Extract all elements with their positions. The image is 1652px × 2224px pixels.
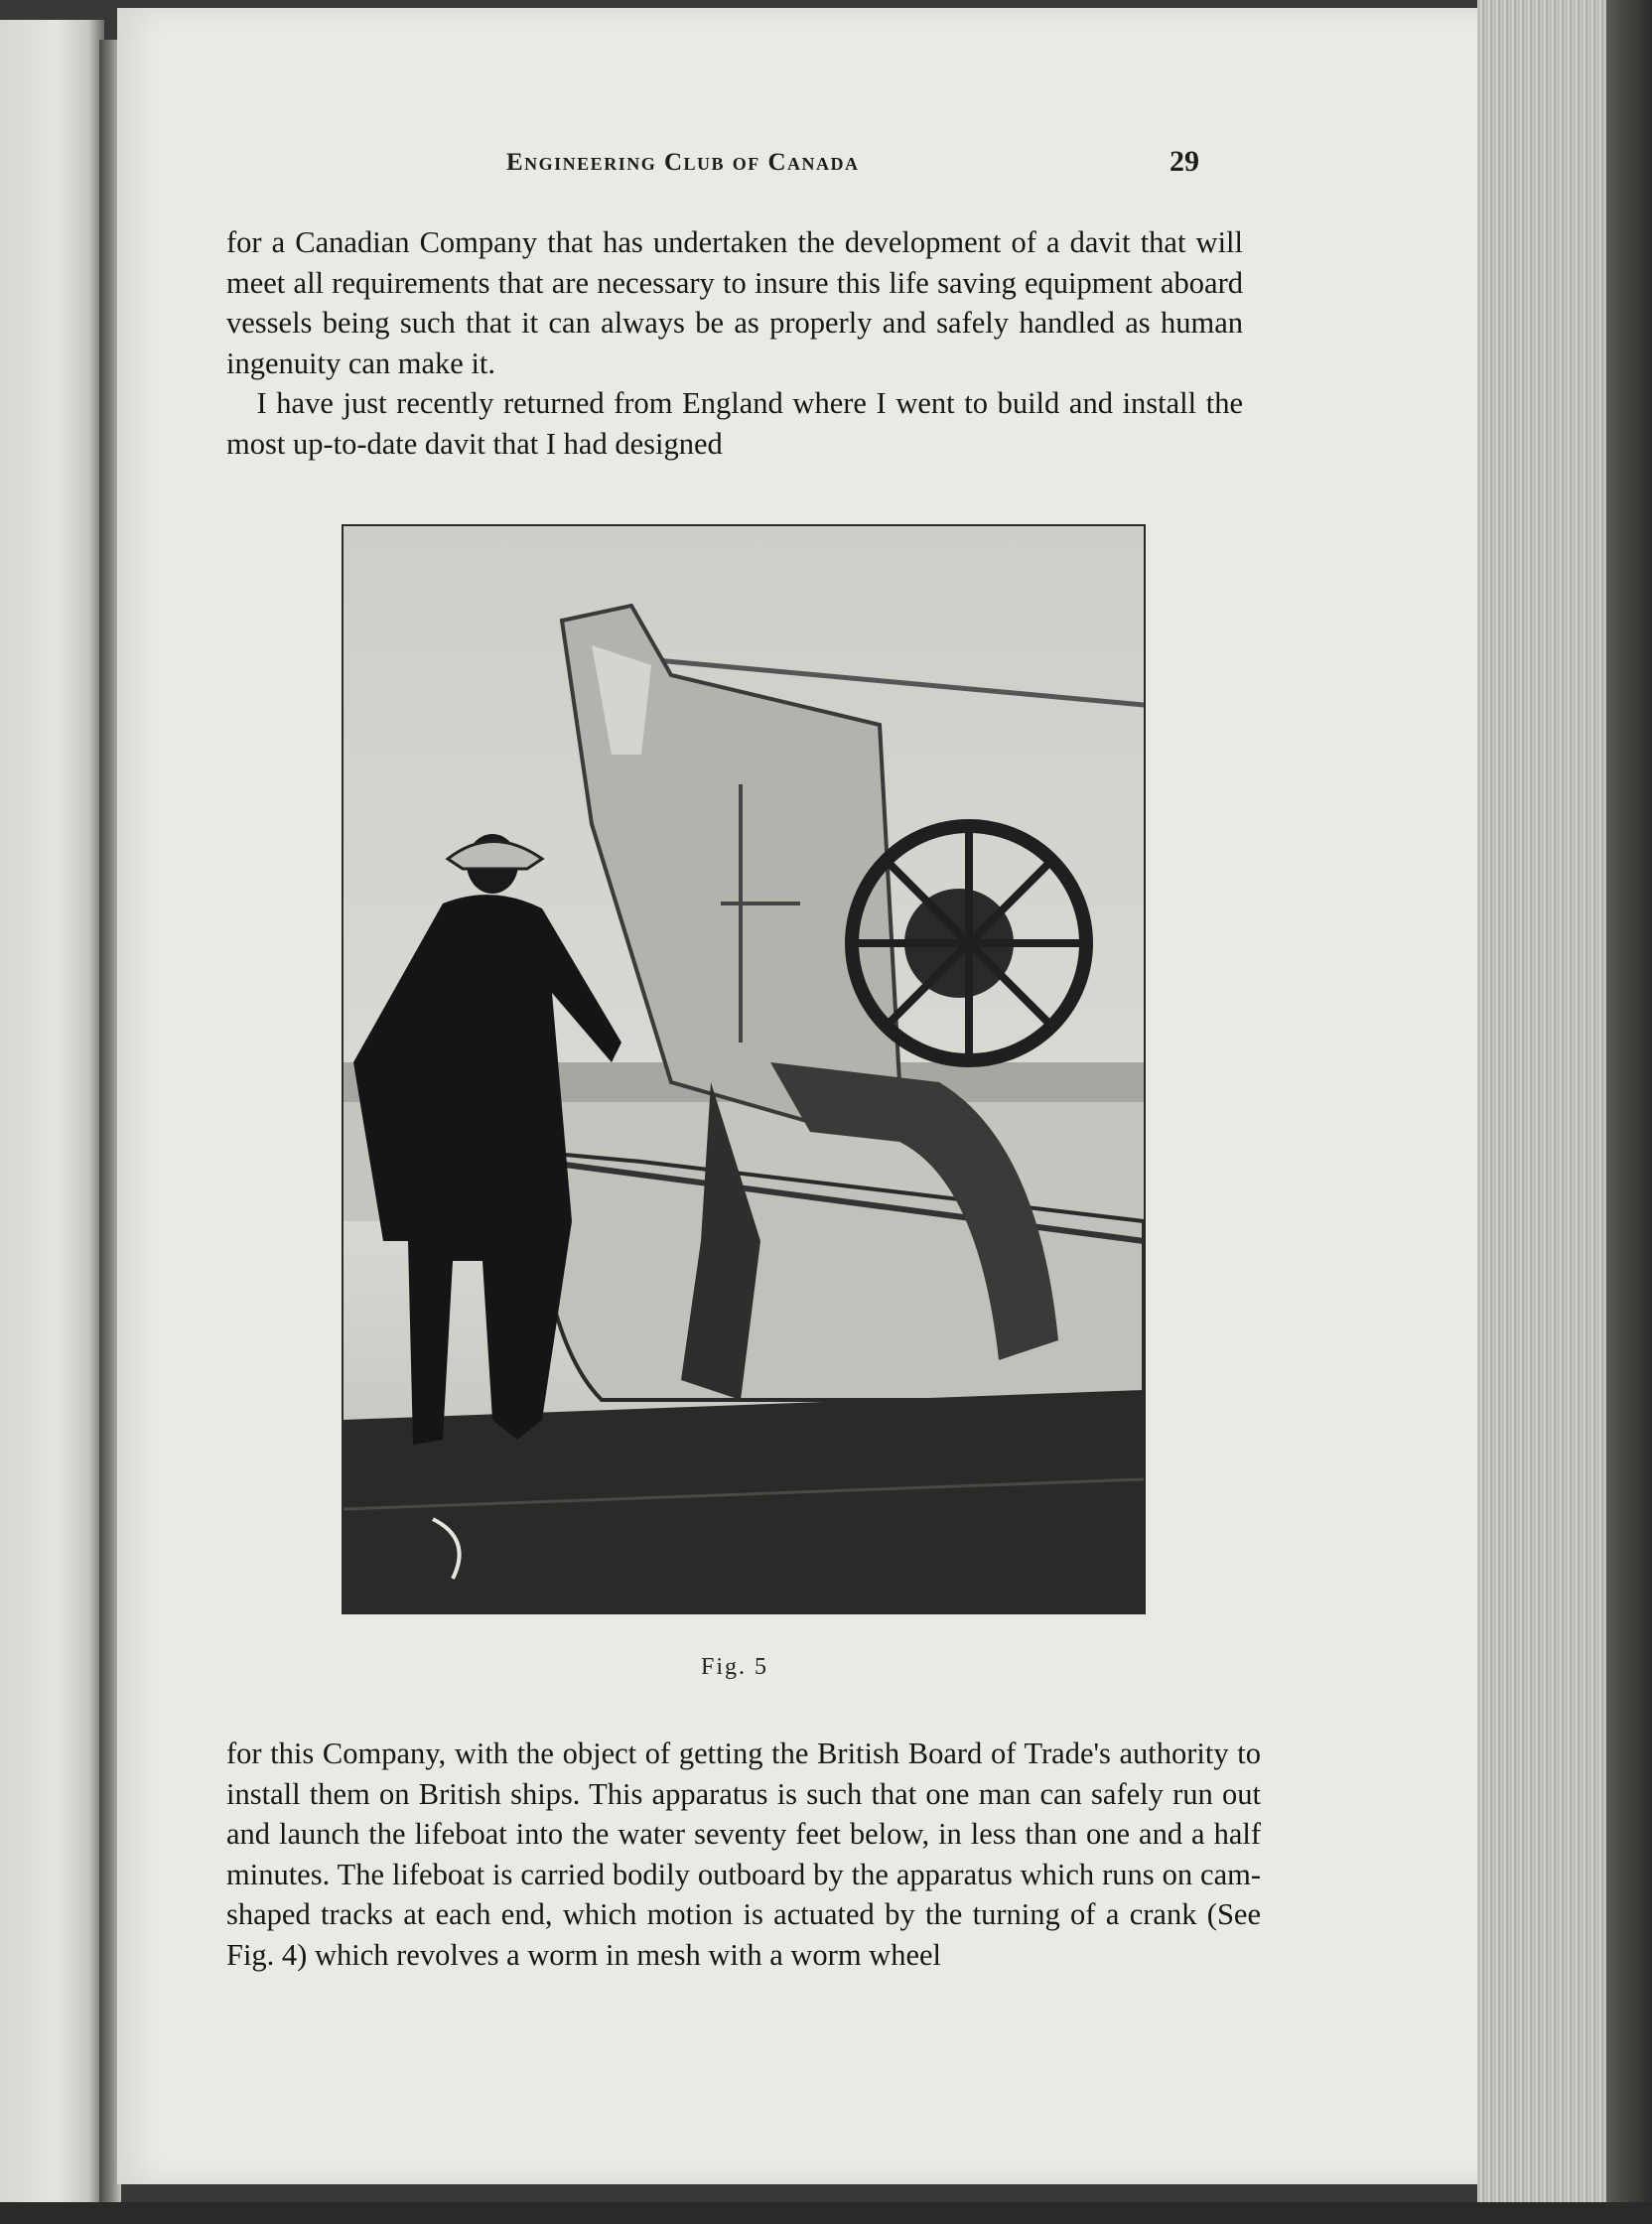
running-header: Engineering Club of Canada xyxy=(506,149,860,176)
figure-photo xyxy=(342,524,1146,1614)
page-number: 29 xyxy=(1170,145,1199,178)
left-page-edge xyxy=(0,20,104,2219)
paragraph-2: for this Company, with the object of getting the British Board of Trade's authority to install them on British ships. This apparatus is such that one man can safely run out and launch the lifeboat into the water seventy feet below, in less than one and a half minutes. The lifeboat is carried bodily outboard by the apparatus which runs on cam-shaped tracks at each end, which motion is actuated by the turning of a crank (See Fig. 4) which revolves a worm in mesh with a worm wheel xyxy=(226,1737,1261,1972)
figure-caption: Fig. 5 xyxy=(701,1654,769,1680)
bottom-border xyxy=(0,2202,1652,2224)
page-edges xyxy=(1477,0,1652,2224)
photo-davit-illustration xyxy=(344,526,1144,1612)
paragraph-1: for a Canadian Company that has undertaken the development of a davit that will meet all requirements that are necessary to insure this life saving equipment aboard vessels being such that it can always be as properly and safely handled as human ingenuity can make it. I have just recently returned from England where I went to build and install the most up-to-date davit that I had designed xyxy=(226,225,1243,461)
